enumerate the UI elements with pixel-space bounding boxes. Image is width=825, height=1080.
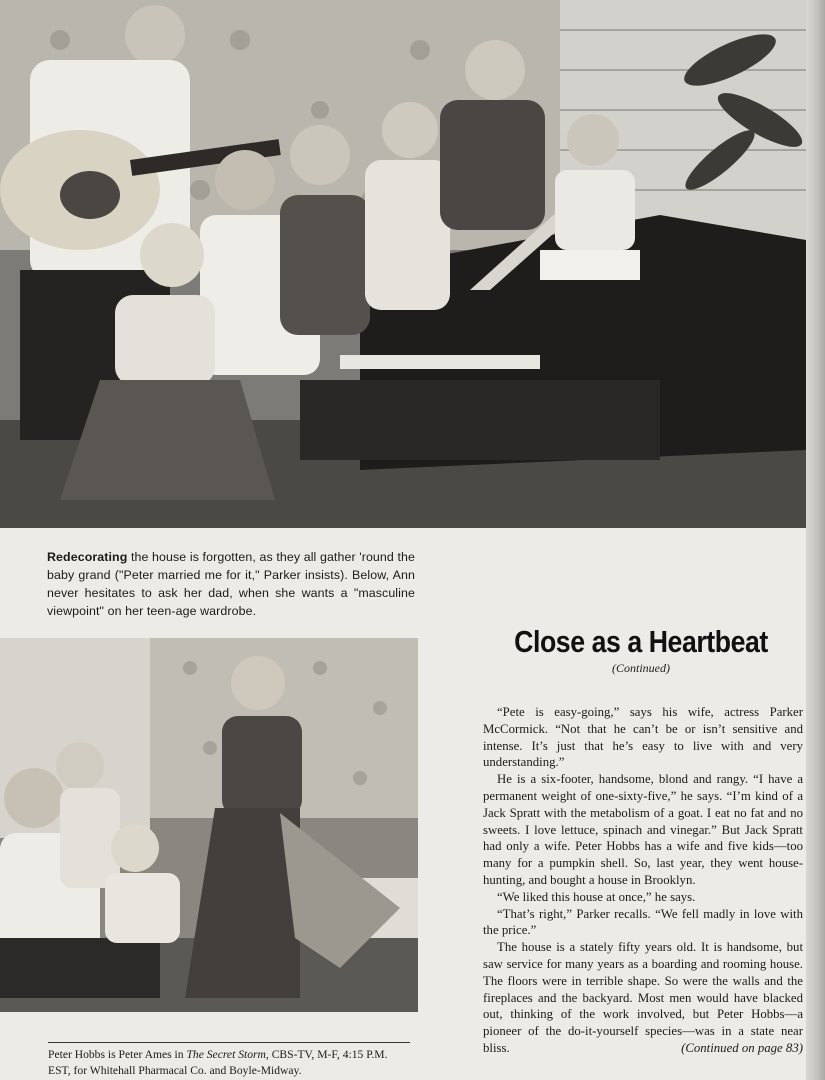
article-paragraph: “That’s right,” Parker recalls. “We fell madly in love with the price.” <box>483 906 803 938</box>
article-paragraph: He is a six-footer, handsome, blond and rangy. “I have a permanent weight of one-sixty-five,” he says. “I’m kind of a Jack Spratt with the metabolism of a goat. I eat no fat and no sweets. I love lettuce, spinach and vinegar.” But Jack Spratt had only a wife. Peter Hobbs has a wife and five kids—too many for a pumpkin shell. So, last year, they went house-hunting, and bought a house in Brooklyn. <box>483 772 803 887</box>
article-paragraph: “We liked this house at once,” he says. <box>497 889 696 904</box>
caption-show-title: The Secret Storm <box>186 1048 266 1061</box>
caption-credit-part2: , CBS-TV, M-F, 4:15 P.M. EST, for Whitehall Pharmacal Co. and Boyle-Midway. <box>48 1048 388 1077</box>
article-paragraph-text: The house is a stately fifty years old. It is handsome, but saw service for many years as a boarding and rooming house. The floors were in terrible shape. So were the walls and the fireplaces and the backyard. Most men would have blacked out, thinking of the work involved, but Peter Hobbs—a pioneer of the do-it-yourself species—was in a state near bliss. <box>483 940 803 1055</box>
top-photo-caption <box>47 548 415 620</box>
article-body <box>483 704 803 1057</box>
top-photo-family-piano <box>0 0 806 528</box>
article-subtitle: (Continued) <box>612 661 670 675</box>
bottom-photo-illustration <box>0 638 418 1012</box>
caption-lead-word: Redecorating <box>47 550 128 564</box>
caption-text: the house is forgotten, as they all gather 'round the baby grand ("Peter married me for it," Parker insists). Below, Ann never hesitates to ask her dad, when she wants a "masculine viewpoint" on her teen-age wardrobe. <box>47 550 415 618</box>
caption-credit-part1: Peter Hobbs is Peter Ames in <box>48 1048 187 1061</box>
bottom-photo-ann-wardrobe <box>0 638 418 1012</box>
top-photo-illustration <box>0 0 806 528</box>
continued-on-page[interactable]: (Continued on page 83) <box>681 1040 803 1055</box>
article-title: Close as a Heartbeat <box>514 624 768 659</box>
bottom-photo-caption <box>48 1042 410 1079</box>
article-paragraph <box>483 939 803 1057</box>
page-edge <box>806 0 825 1080</box>
article-paragraph: “Pete is easy-going,” says his wife, actress Parker McCormick. “Not that he can’t be or isn’t sensitive and intense. It’s just that he’s easy to live with and very understanding.” <box>483 705 803 770</box>
